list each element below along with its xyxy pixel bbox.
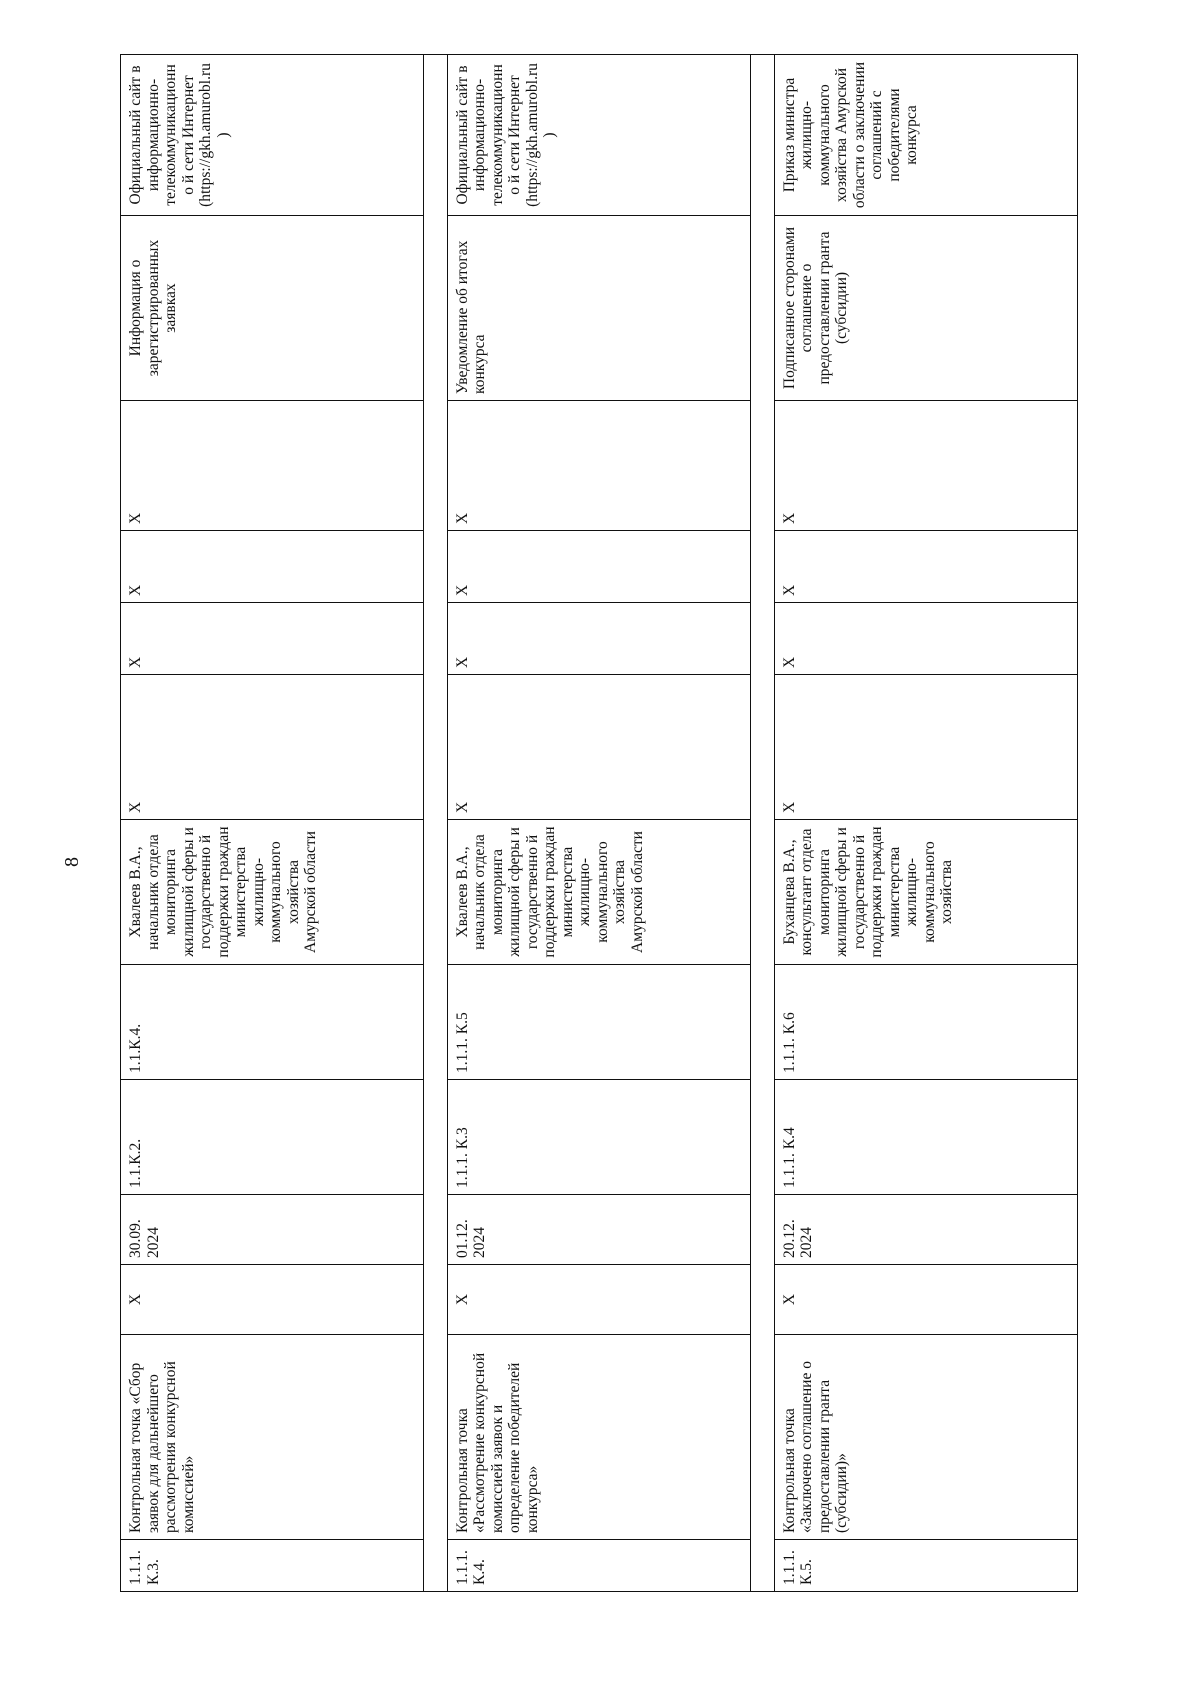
table-row xyxy=(447,55,750,1592)
responsible: Хвалеев В.А., начальник отдела мониторинга жилищной сферы и государственно й поддержки граждан министерства жилищно-коммунального хозяйства Амурской области xyxy=(121,820,424,965)
result-document: Уведомление об итогах конкурса xyxy=(447,216,750,401)
information-system: Приказ министра жилищно-коммунального хозяйства Амурской области о заключении соглашений с победителями конкурса xyxy=(774,55,1078,216)
mark-x3: X xyxy=(447,531,750,603)
mark-x2: X xyxy=(774,603,1078,675)
end-date: 30.09. 2024 xyxy=(121,1195,424,1265)
row-separator xyxy=(751,55,774,1592)
mark-x4: X xyxy=(774,401,1078,531)
end-date: 01.12. 2024 xyxy=(447,1195,750,1265)
rotated-table-wrapper xyxy=(120,55,1078,1592)
result-document: Информация о зарегистрированных заявках xyxy=(121,216,424,401)
separator-cell xyxy=(751,55,774,1592)
control-point-name: Контрольная точка «Сбор заявок для дальнейшего рассмотрения конкурсной комиссией» xyxy=(121,1335,424,1540)
mark-x1: X xyxy=(447,675,750,820)
row-number: 1.1.1. К.5. xyxy=(774,1540,1078,1592)
mark-x1: X xyxy=(121,675,424,820)
row-number: 1.1.1. К.3. xyxy=(121,1540,424,1592)
predecessor: 1.1.К.2. xyxy=(121,1080,424,1195)
control-points-table xyxy=(120,54,1078,1592)
control-point-name: Контрольная точка «Рассмотрение конкурсной комиссией заявок и определение победителей конкурса» xyxy=(447,1335,750,1540)
start-date: X xyxy=(774,1265,1078,1335)
predecessor: 1.1.1. К.4 xyxy=(774,1080,1078,1195)
mark-x3: X xyxy=(774,531,1078,603)
information-system: Официальный сайт в информационно-телекоммуникационно й сети Интернет (https://gkh.amurobl.ru) xyxy=(447,55,750,216)
result-document: Подписанное сторонами соглашение о предоставлении гранта (субсидии) xyxy=(774,216,1078,401)
table-row xyxy=(774,55,1078,1592)
end-date: 20.12. 2024 xyxy=(774,1195,1078,1265)
control-point-name: Контрольная точка «Заключено соглашение о предоставлении гранта (субсидии)» xyxy=(774,1335,1078,1540)
successor: 1.1.1. К.5 xyxy=(447,965,750,1080)
successor: 1.1.К.4. xyxy=(121,965,424,1080)
successor: 1.1.1. К.6 xyxy=(774,965,1078,1080)
start-date: X xyxy=(447,1265,750,1335)
row-separator xyxy=(424,55,447,1592)
mark-x1: X xyxy=(774,675,1078,820)
page-number: 8 xyxy=(60,857,83,867)
mark-x2: X xyxy=(447,603,750,675)
table-area xyxy=(120,55,1078,1592)
table-row xyxy=(121,55,424,1592)
responsible: Буханцева В.А., консультант отдела мониторинга жилищной сферы и государственно й поддержки граждан министерства жилищно-коммунального хозяйства xyxy=(774,820,1078,965)
mark-x2: X xyxy=(121,603,424,675)
mark-x3: X xyxy=(121,531,424,603)
row-number: 1.1.1. К.4. xyxy=(447,1540,750,1592)
predecessor: 1.1.1. К.3 xyxy=(447,1080,750,1195)
mark-x4: X xyxy=(121,401,424,531)
information-system: Официальный сайт в информационно-телекоммуникационно й сети Интернет (https://gkh.amurobl.ru) xyxy=(121,55,424,216)
separator-cell xyxy=(424,55,447,1592)
mark-x4: X xyxy=(447,401,750,531)
responsible: Хвалеев В.А., начальник отдела мониторинга жилищной сферы и государственно й поддержки граждан министерства жилищно-коммунального хозяйства Амурской области xyxy=(447,820,750,965)
start-date: X xyxy=(121,1265,424,1335)
